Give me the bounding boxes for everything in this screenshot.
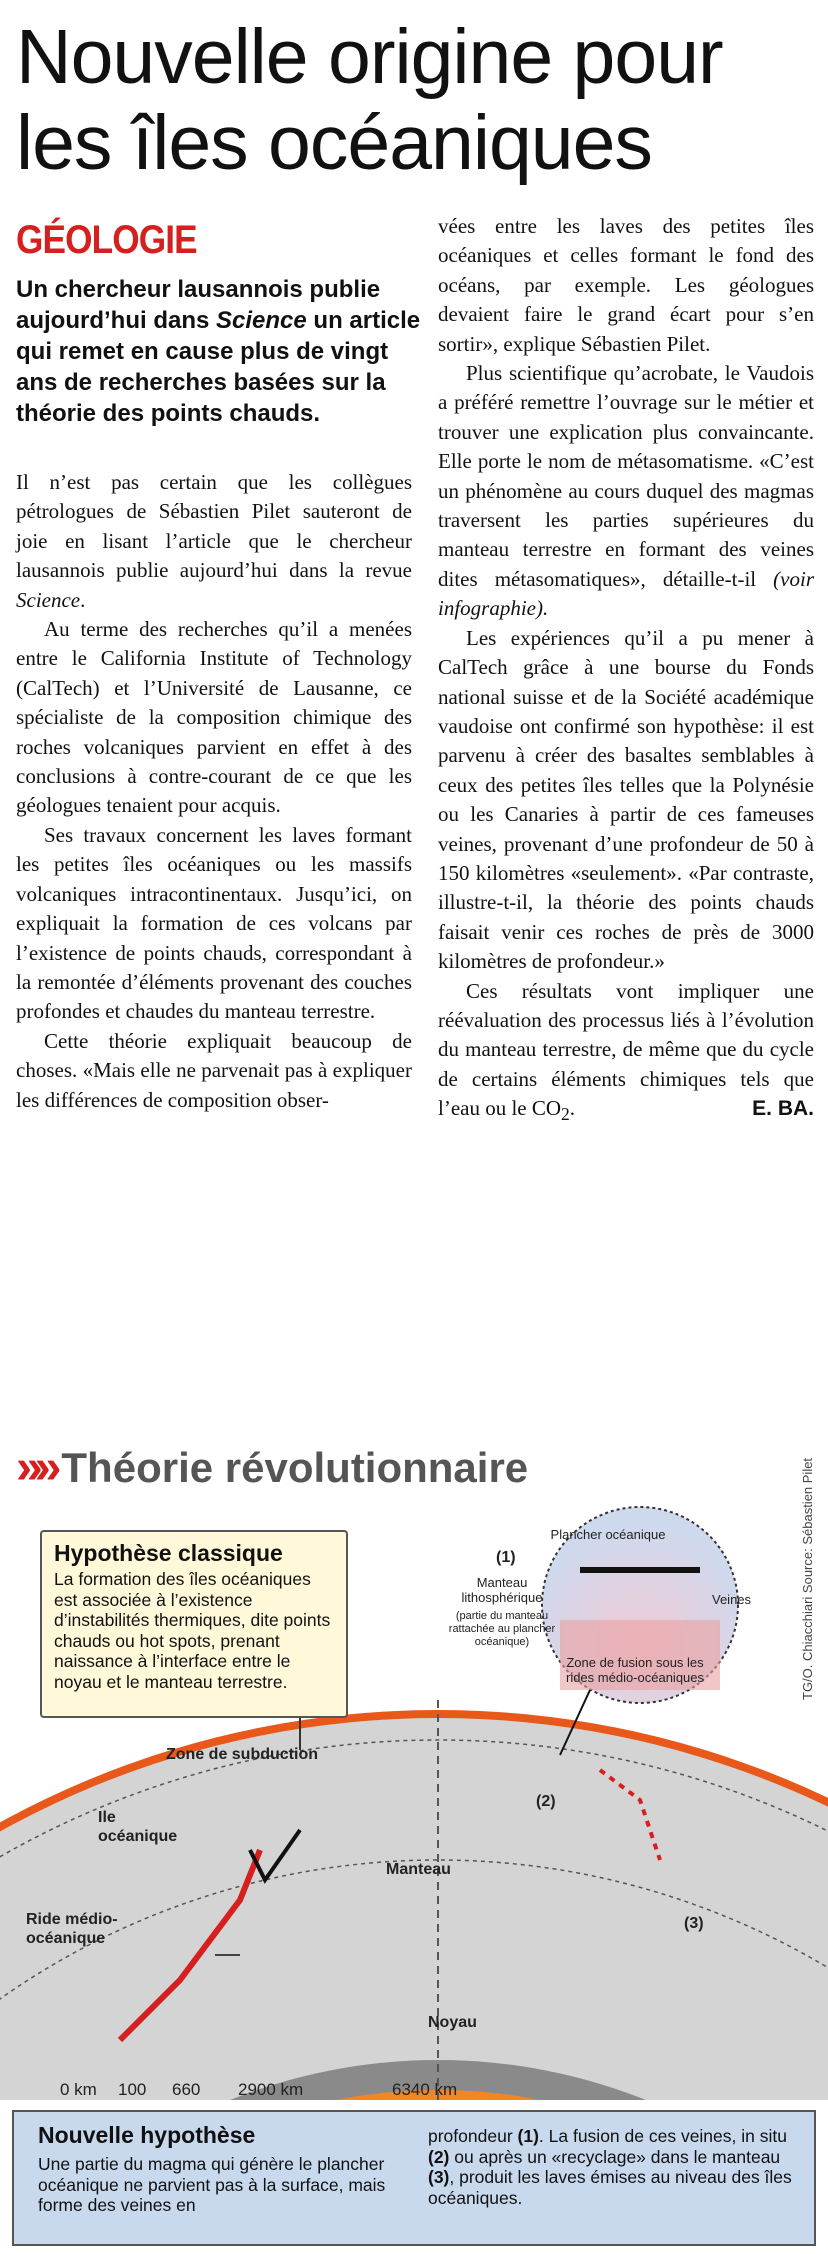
paragraph: Ces résultats vont impliquer une réévaluation des processus liés à l’évolution du manteau terrestre, de même que du cycle de certains éléments chimiques tels que l’eau ou le $CO_2$. E. BA. <box>438 978 814 1125</box>
paragraph: Ses travaux concernent les laves formant les petites îles océaniques ou les massifs volcaniques intracontinentaux. Jusqu’ici, on expliquait la formation de ces volcans par l’existence de points chauds, correspondant à la remontée d’éléments provenant des couches profondes et chaudes du manteau terrestre. <box>16 822 412 1024</box>
paragraph: Au terme des recherches qu’il a menées entre le California Institute of Technology (CalTech) et l’Université de Lausanne, ce spécialiste de la composition chimique des roches volcaniques parvient en effet à des conclusions à contre-courant de ce que les géologues tenaient pour acquis. <box>16 617 412 818</box>
section-heading <box>16 1440 528 1495</box>
section-title: Théorie révolutionnaire <box>61 1443 529 1491</box>
box-title: Nouvelle hypothèse <box>38 2122 256 2148</box>
km-tick: 2900 km <box>238 2080 304 2099</box>
kicker: GÉOLOGIE <box>16 218 197 262</box>
label-num1: (1) <box>496 1549 516 1566</box>
headline: Nouvelle origine pour les îles océaniques <box>16 14 723 186</box>
article-column-1 <box>16 468 412 1115</box>
km-tick: 100 <box>118 2080 147 2099</box>
label-noyau: Noyau <box>428 2014 477 2031</box>
article-column-2 <box>438 212 814 1130</box>
label-ride: Ride médio-océanique <box>26 1911 118 1947</box>
lead: Un chercheur lausannois publie aujourd’hui dans Science un article qui remet en cause plus de vingt ans de recherches basées sur la théorie des points chauds. <box>16 276 421 427</box>
km-tick: 6340 km <box>392 2080 458 2099</box>
km-tick: 0 km <box>60 2080 97 2099</box>
paragraph: Cette théorie expliquait beaucoup de choses. «Mais elle ne parvenait pas à expliquer les différences de composition obser- <box>16 1028 412 1112</box>
box-text-left: Une partie du magma qui génère le plancher océanique ne parvient pas à la surface, mais forme des veines en <box>38 2154 386 2215</box>
km-tick: 660 <box>172 2080 201 2099</box>
label-zone-fusion: Zone de fusion sous les rides médio-océaniques <box>565 1655 705 1685</box>
new-hypothesis-box <box>12 2110 816 2246</box>
label-manteau-litho: Manteau lithosphérique <box>461 1575 543 1605</box>
classic-hypothesis-box <box>40 1530 348 1718</box>
signature: E. BA. <box>752 1097 814 1121</box>
label-ile: Ile océanique <box>98 1809 178 1845</box>
label-num3: (3) <box>684 1915 704 1932</box>
box-text-right: profondeur (1). La fusion de ces veines, in situ (2) ou après un «recyclage» dans le manteau (3), produit les laves émises au niveau des îles océaniques. <box>428 2126 792 2208</box>
box-text: La formation des îles océaniques est associée à l’existence d’instabilités thermiques, dite points chauds ou hot spots, prenant naissance à l’interface entre le noyau et le manteau terrestre. <box>54 1569 331 1692</box>
paragraph: Les expériences qu’il a pu mener à CalTech grâce à une bourse du Fonds national suisse et de la Société académique vaudoise ont confirmé son hypothèse: il est parvenu à créer des basaltes semblables à ceux des petites îles telles que la Polynésie ou les Canaries à partir de ces fameuses veines, provenant d’une profondeur de 50 à 150 kilomètres «seulement». «Par contraste, illustre-t-il, la théorie des points chauds faisait venir ces roches de près de 3000 kilomètres de profondeur.» <box>438 625 814 974</box>
label-plancher: Plancher océanique <box>550 1527 666 1542</box>
paragraph: vées entre les laves des petites îles océaniques et celles formant le fond des océans, par exemple. Les géologues devaient faire le grand écart pour s’en sortir», explique Sébastien Pilet. <box>438 214 814 356</box>
label-manteau-litho-note: (partie du manteau rattachée au plancher océanique) <box>448 1610 556 1648</box>
label-manteau: Manteau <box>386 1861 451 1878</box>
label-num2: (2) <box>536 1793 556 1810</box>
chevron-icon: »» <box>16 1441 54 1494</box>
paragraph: Plus scientifique qu’acrobate, le Vaudois a préféré remettre l’ouvrage sur le métier et trouver une explication plus convaincante. Elle porte le nom de métasomatisme. «C’est un phénomène au cours duquel des magmas traversent les parties supérieures du manteau terrestre en formant des veines dites métasomatiques», détaille-t-il (voir infographie). <box>438 361 814 621</box>
box-title: Hypothèse classique <box>54 1540 283 1566</box>
paragraph: Il n’est pas certain que les collègues pétrologues de Sébastien Pilet sauteront de joie en lisant l’article que le chercheur lausannois publie aujourd’hui dans la revue Science. <box>16 470 412 612</box>
label-veines: Veines <box>712 1592 752 1607</box>
label-zone-subduction: Zone de subduction <box>166 1746 318 1763</box>
credit: TG/O. Chiacchiari Source: Sébastien Pilet <box>800 1457 815 1700</box>
